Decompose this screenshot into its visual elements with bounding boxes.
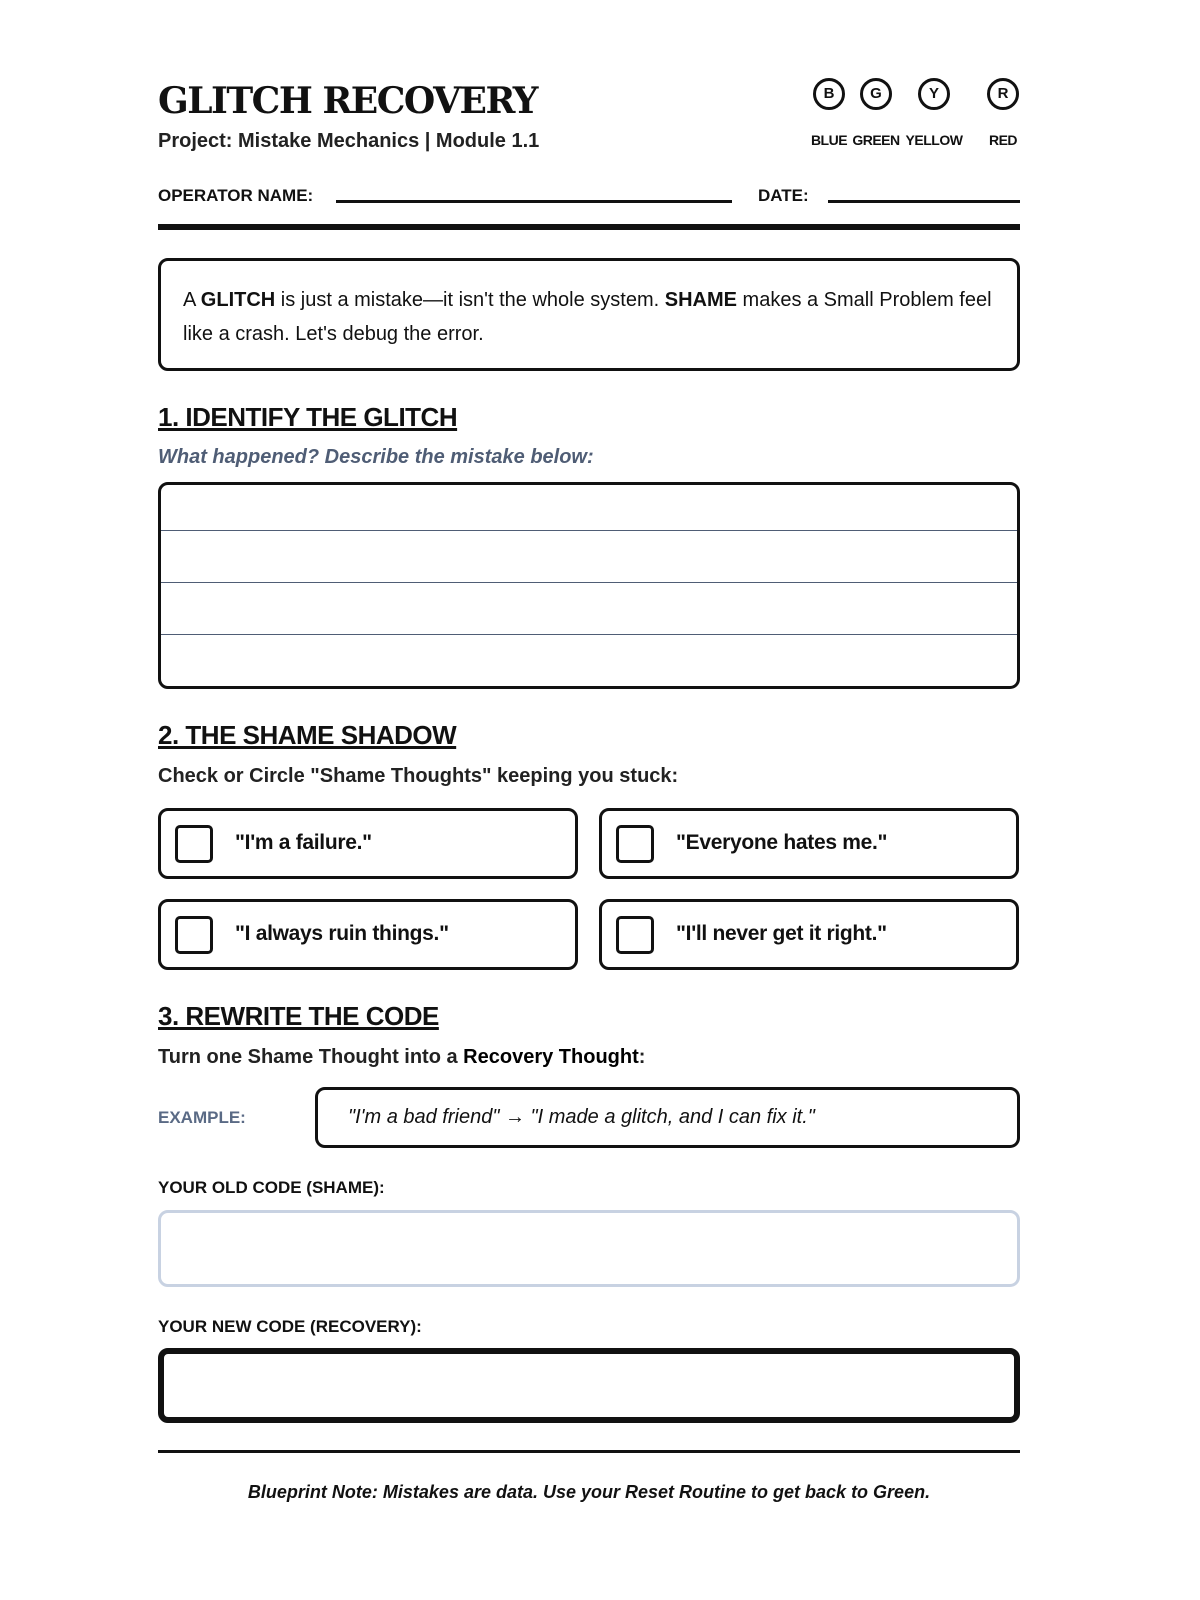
old-code-field[interactable]: [158, 1210, 1020, 1287]
blue-circle-icon: B: [813, 78, 845, 110]
checkbox[interactable]: [175, 916, 213, 954]
instr-text: :: [638, 1046, 646, 1068]
operator-name-label: OPERATOR NAME:: [158, 186, 314, 205]
shame-option[interactable]: [599, 808, 1019, 879]
section-2-heading: 2. THE SHAME SHADOW: [158, 720, 457, 750]
option-label: "I always ruin things.": [235, 922, 449, 945]
instr-bold: Recovery Thought: [463, 1046, 639, 1068]
green-circle-icon: G: [860, 78, 892, 110]
intro-bold: GLITCH: [200, 289, 276, 311]
checkbox[interactable]: [616, 825, 654, 863]
intro-box: [158, 258, 1020, 371]
section-3-instruction: [158, 1046, 645, 1069]
option-label: "I'm a failure.": [235, 831, 372, 854]
date-label: DATE:: [758, 186, 809, 205]
code-red: [973, 78, 1033, 148]
example-box: "I'm a bad friend" → "I made a glitch, and I can fix it.": [315, 1087, 1020, 1148]
footer-note: Blueprint Note: Mistakes are data. Use your Reset Routine to get back to Green.: [247, 1482, 931, 1502]
intro-text: is just a mistake—it isn't the whole system.: [275, 289, 665, 311]
option-label: "Everyone hates me.": [676, 831, 888, 854]
old-code-label: YOUR OLD CODE (SHAME):: [158, 1178, 385, 1197]
shame-option[interactable]: [158, 899, 578, 970]
writing-line: [161, 634, 1017, 635]
red-circle-icon: R: [987, 78, 1019, 110]
code-label: GREEN: [852, 132, 900, 148]
code-green: [846, 78, 906, 148]
mistake-description-field[interactable]: [158, 482, 1020, 689]
intro-bold: SHAME: [664, 289, 737, 311]
divider: [158, 224, 1020, 230]
shame-option[interactable]: [599, 899, 1019, 970]
writing-line: [161, 530, 1017, 531]
section-3-heading: 3. REWRITE THE CODE: [158, 1001, 439, 1031]
intro-text: makes a Small Problem feel like a crash. Let's debug the error.: [183, 289, 992, 345]
color-code-legend: [812, 78, 1020, 158]
operator-name-field[interactable]: [336, 200, 732, 203]
new-code-field[interactable]: [158, 1348, 1020, 1423]
instr-text: Turn one Shame Thought into a: [158, 1046, 464, 1068]
checkbox[interactable]: [616, 916, 654, 954]
page-title: GLITCH RECOVERY: [158, 80, 538, 122]
code-label: RED: [988, 132, 1018, 148]
shame-option[interactable]: [158, 808, 578, 879]
section-1-hint: What happened? Describe the mistake below:: [158, 446, 594, 468]
subtitle: Project: Mistake Mechanics | Module 1.1: [158, 130, 540, 152]
yellow-circle-icon: Y: [918, 78, 950, 110]
new-code-label: YOUR NEW CODE (RECOVERY):: [158, 1317, 422, 1336]
example-label: EXAMPLE:: [158, 1108, 246, 1127]
divider: [158, 1450, 1020, 1453]
intro-text: A: [183, 289, 201, 311]
code-yellow: [904, 78, 964, 148]
code-label: YELLOW: [905, 132, 963, 148]
option-label: "I'll never get it right.": [676, 922, 887, 945]
section-1-heading: 1. IDENTIFY THE GLITCH: [158, 402, 458, 432]
code-label: BLUE: [810, 132, 848, 148]
checkbox[interactable]: [175, 825, 213, 863]
section-2-instruction: Check or Circle "Shame Thoughts" keeping you stuck:: [158, 765, 679, 787]
writing-line: [161, 582, 1017, 583]
date-field[interactable]: [828, 200, 1020, 203]
